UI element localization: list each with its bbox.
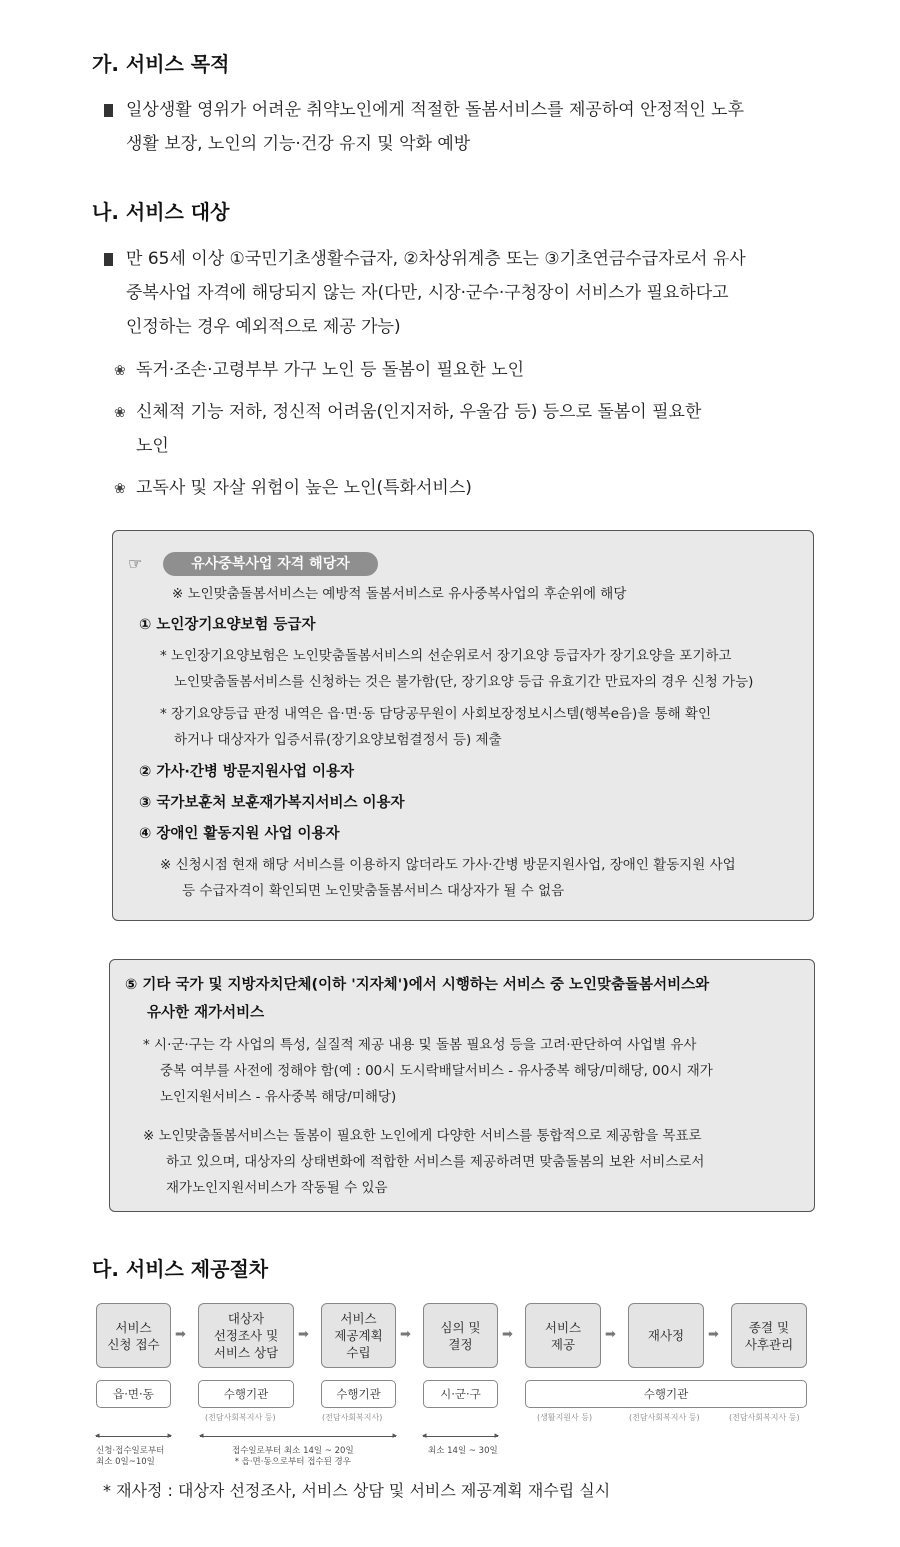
org-label: 수행기관 xyxy=(321,1380,396,1408)
org-sublabel: (전담사회복지사 등) xyxy=(629,1413,700,1422)
arrow-right-icon: ➡ xyxy=(708,1327,719,1342)
target-item: ❀ 독거·조손·고령부부 가구 노인 등 돌봄이 필요한 노인 xyxy=(114,353,524,388)
timeline-arrow xyxy=(423,1432,498,1442)
footnote: * 재사정 : 대상자 선정조사, 서비스 상담 및 서비스 제공계획 재수립 실시 xyxy=(103,1481,611,1500)
org-sublabel: (전담사회복지사) xyxy=(322,1413,383,1422)
item-heading-3: ③ 국가보훈처 보훈재가복지서비스 이용자 xyxy=(139,795,405,811)
arrow-right-icon: ➡ xyxy=(400,1327,411,1342)
item-detail: 노인지원서비스 - 유사중복 해당/미해당) xyxy=(160,1089,397,1105)
org-sublabel: (전담사회복지사 등) xyxy=(205,1413,276,1422)
purpose-line-1: 일상생활 영위가 어려운 취약노인에게 적절한 돌봄서비스를 제공하여 안정적인 노후 xyxy=(126,100,744,120)
flow-step-provide: 서비스 제공 xyxy=(525,1303,601,1368)
target-item: ❀ 신체적 기능 저하, 정신적 어려움(인지저하, 우울감 등) 등으로 돌봄이 필요한 xyxy=(114,395,701,430)
item-note: 하고 있으며, 대상자의 상태변화에 적합한 서비스를 제공하려면 맞춤돌봄의 보완 서비스로서 xyxy=(166,1154,705,1170)
item-detail: * 장기요양등급 판정 내역은 읍·면·동 담당공무원이 사회보장정보시스템(행복e음)을 통해 확인 xyxy=(160,706,712,722)
section-title-procedure: 다. 서비스 제공절차 xyxy=(92,1257,269,1281)
timeline-arrow xyxy=(96,1432,171,1442)
item-note: 등 수급자격이 확인되면 노인맞춤돌봄서비스 대상자가 될 수 없음 xyxy=(182,883,565,899)
arrow-right-icon: ▸ xyxy=(392,1431,397,1441)
timeline-arrow xyxy=(200,1432,396,1442)
arrow-right-icon: ▸ xyxy=(494,1431,499,1441)
item-detail: * 노인장기요양보험은 노인맞춤돌봄서비스의 선순위로서 장기요양 등급자가 장기요양을 포기하고 xyxy=(160,648,732,664)
org-label: 수행기관 xyxy=(525,1380,807,1408)
timeline-label: 최소 14일 ~ 30일 xyxy=(428,1446,498,1456)
item-heading-1: ① 노인장기요양보험 등급자 xyxy=(139,617,316,633)
arrow-right-icon: ➡ xyxy=(605,1327,616,1342)
target-line-3: 인정하는 경우 예외적으로 제공 가능) xyxy=(126,317,401,337)
section-title-target: 나. 서비스 대상 xyxy=(92,200,230,224)
box-note: ※ 노인맞춤돌봄서비스는 예방적 돌봄서비스로 유사중복사업의 후순위에 해당 xyxy=(172,586,627,602)
org-sublabel: (생활지원사 등) xyxy=(537,1413,593,1422)
purpose-line-2: 생활 보장, 노인의 기능·건강 유지 및 악화 예방 xyxy=(126,134,471,154)
bullet-square-icon xyxy=(104,253,113,266)
flow-step-apply: 서비스 신청 접수 xyxy=(96,1303,171,1368)
timeline-label: 접수일로부터 최소 14일 ~ 20일 * 읍·면·동으로부터 접수된 경우 xyxy=(232,1446,354,1467)
section-title-purpose: 가. 서비스 목적 xyxy=(92,52,230,76)
flower-bullet-icon: ❀ xyxy=(114,363,126,379)
flower-bullet-icon: ❀ xyxy=(114,481,126,497)
item-detail: 노인맞춤돌봄서비스를 신청하는 것은 불가함(단, 장기요양 등급 유효기간 만료자의 경우 신청 가능) xyxy=(174,674,754,690)
item-heading-5-cont: 유사한 재가서비스 xyxy=(147,1005,265,1021)
item-detail: 중복 여부를 사전에 정해야 함(예 : 00시 도시락배달서비스 - 유사중복 해당/미해당, 00시 재가 xyxy=(160,1063,713,1079)
org-sublabel: (전담사회복지사 등) xyxy=(729,1413,800,1422)
flower-bullet-icon: ❀ xyxy=(114,405,126,421)
item-detail: 하거나 대상자가 입증서류(장기요양보험결정서 등) 제출 xyxy=(174,732,502,748)
target-item-cont: 노인 xyxy=(136,436,169,456)
item-note: ※ 신청시점 현재 해당 서비스를 이용하지 않더라도 가사·간병 방문지원사업, 장애인 활동지원 사업 xyxy=(160,857,736,873)
item-heading-5: ⑤ 기타 국가 및 지방자치단체(이하 '지자체')에서 시행하는 서비스 중 노인맞춤돌봄서비스와 xyxy=(125,977,710,993)
arrow-right-icon: ▸ xyxy=(167,1431,172,1441)
org-label: 읍·면·동 xyxy=(96,1380,171,1408)
item-note: 재가노인지원서비스가 작동될 수 있음 xyxy=(166,1180,388,1196)
arrow-right-icon: ➡ xyxy=(175,1327,186,1342)
arrow-left-icon: ◂ xyxy=(422,1431,427,1441)
flow-step-decision: 심의 및 결정 xyxy=(423,1303,498,1368)
bullet-square-icon xyxy=(104,104,113,117)
arrow-left-icon: ◂ xyxy=(199,1431,204,1441)
target-line-1: 만 65세 이상 ①국민기초생활수급자, ②차상위계층 또는 ③기초연금수급자로서 유사 xyxy=(126,249,746,269)
target-item: ❀ 고독사 및 자살 위험이 높은 노인(특화서비스) xyxy=(114,471,472,506)
item-heading-2: ② 가사·간병 방문지원사업 이용자 xyxy=(139,764,355,780)
flow-step-close: 종결 및 사후관리 xyxy=(731,1303,807,1368)
item-note: ※ 노인맞춤돌봄서비스는 돌봄이 필요한 노인에게 다양한 서비스를 통합적으로 제공함을 목표로 xyxy=(143,1128,702,1144)
flow-step-survey: 대상자 선정조사 및 서비스 상담 xyxy=(198,1303,294,1368)
pointing-hand-icon: ☞ xyxy=(128,554,143,573)
box-title-pill: 유사중복사업 자격 해당자 xyxy=(163,552,378,576)
flow-step-plan: 서비스 제공계획 수립 xyxy=(321,1303,396,1368)
item-heading-4: ④ 장애인 활동지원 사업 이용자 xyxy=(139,826,340,842)
arrow-right-icon: ➡ xyxy=(298,1327,309,1342)
target-line-2: 중복사업 자격에 해당되지 않는 자(다만, 시장·군수·구청장이 서비스가 필요하다고 xyxy=(126,283,729,303)
timeline-label: 신청·접수일로부터 최소 0일~10일 xyxy=(96,1446,165,1467)
org-label: 시·군·구 xyxy=(423,1380,498,1408)
arrow-right-icon: ➡ xyxy=(502,1327,513,1342)
arrow-left-icon: ◂ xyxy=(95,1431,100,1441)
item-detail: * 시·군·구는 각 사업의 특성, 실질적 제공 내용 및 돌봄 필요성 등을 고려·판단하여 사업별 유사 xyxy=(143,1037,697,1053)
flow-step-reassess: 재사정 xyxy=(628,1303,704,1368)
org-label: 수행기관 xyxy=(198,1380,294,1408)
